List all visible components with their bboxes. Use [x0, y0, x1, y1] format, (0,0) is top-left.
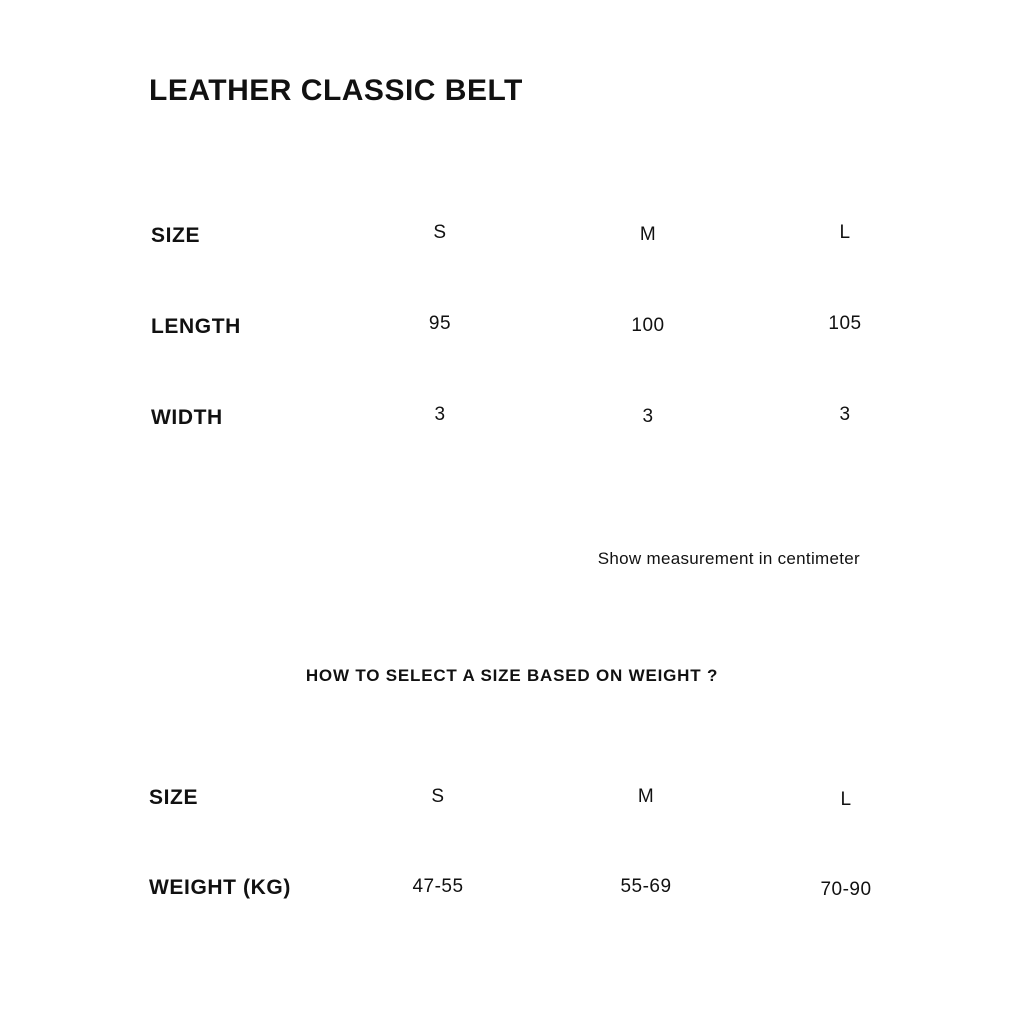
row-label-length: LENGTH — [151, 315, 241, 338]
row-label-weight: WEIGHT (KG) — [149, 876, 291, 899]
cell-size-m: M — [639, 224, 657, 245]
cell-width-l: 3 — [839, 404, 851, 425]
cell-length-l: 105 — [828, 313, 862, 334]
row-label-width: WIDTH — [151, 406, 223, 429]
cell-size-l: L — [839, 222, 851, 243]
cell-weight-size-m: M — [637, 786, 655, 807]
row-label-size: SIZE — [149, 786, 199, 809]
cell-weight-m: 55-69 — [620, 876, 672, 897]
cell-weight-l: 70-90 — [820, 879, 872, 900]
cell-size-s: S — [433, 222, 447, 243]
page-title: LEATHER CLASSIC BELT — [149, 74, 523, 107]
weight-section-heading: HOW TO SELECT A SIZE BASED ON WEIGHT ? — [305, 666, 719, 685]
unit-note: Show measurement in centimeter — [597, 549, 860, 568]
cell-width-s: 3 — [434, 404, 446, 425]
cell-weight-s: 47-55 — [412, 876, 464, 897]
cell-weight-size-s: S — [431, 786, 445, 807]
cell-length-s: 95 — [428, 313, 452, 334]
cell-weight-size-l: L — [840, 789, 852, 810]
row-label-size: SIZE — [151, 224, 201, 247]
cell-width-m: 3 — [642, 406, 654, 427]
cell-length-m: 100 — [631, 315, 665, 336]
